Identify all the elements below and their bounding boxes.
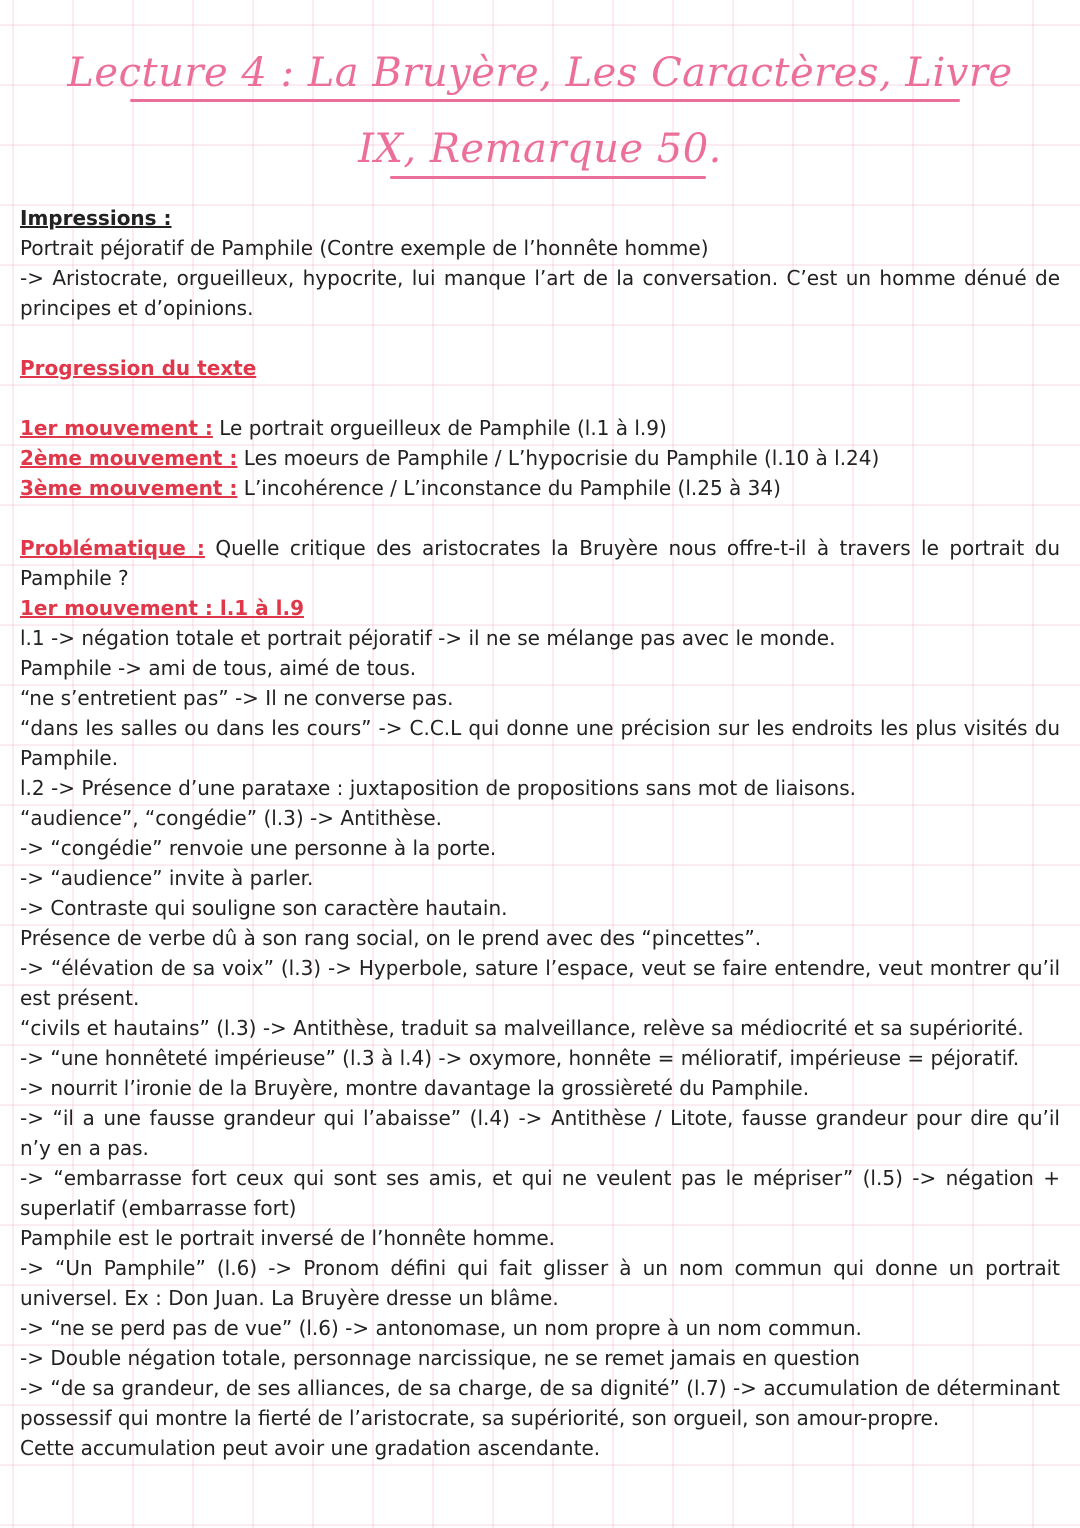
- problematique-paragraph: [20, 533, 1060, 593]
- analysis-line: l.2 -> Présence d’une parataxe : juxtaposition de propositions sans mot de liaisons.: [20, 776, 857, 800]
- page-title-line-1: Lecture 4 : La Bruyère, Les Caractères, Livre: [67, 50, 1013, 96]
- analysis-line: -> “Un Pamphile” (l.6) -> Pronom défini qui fait glisser à un nom commun qui donne un portrait universel. Ex : Don Juan. La Bruyère dresse un blâme.: [20, 1256, 1060, 1310]
- spacer: [20, 383, 1060, 413]
- notes-body: [20, 203, 1060, 1463]
- movement-text: Le portrait orgueilleux de Pamphile (l.1 à l.9): [212, 416, 667, 440]
- title-underline-1: [130, 99, 960, 102]
- impressions-line-2: -> Aristocrate, orgueilleux, hypocrite, lui manque l’art de la conversation. C’est un homme dénué de principes et d’opinions.: [20, 266, 1060, 320]
- title-underline-2: [390, 176, 706, 179]
- impressions-section: [20, 203, 1060, 323]
- problematique-text: Quelle critique des aristocrates la Bruyère nous offre-t-il à travers le portrait du Pamphile ?: [20, 536, 1060, 590]
- analysis-line: -> “audience” invite à parler.: [20, 866, 314, 890]
- analysis-line: “civils et hautains” (l.3) -> Antithèse, traduit sa malveillance, relève sa médiocrité et sa supériorité.: [20, 1016, 1024, 1040]
- analysis-line: Pamphile est le portrait inversé de l’honnête homme.: [20, 1226, 555, 1250]
- spacer: [20, 503, 1060, 533]
- analysis-line: Pamphile -> ami de tous, aimé de tous.: [20, 656, 417, 680]
- analysis-line: “dans les salles ou dans les cours” -> C.C.L qui donne une précision sur les endroits les plus visités du Pamphile.: [20, 716, 1060, 770]
- page-title-line-2: IX, Remarque 50.: [358, 126, 722, 172]
- analysis-line: Présence de verbe dû à son rang social, on le prend avec des “pincettes”.: [20, 926, 762, 950]
- movement-label: 2ème mouvement :: [20, 446, 238, 470]
- movement-label: 3ème mouvement :: [20, 476, 238, 500]
- movement-item: [20, 473, 1060, 503]
- analysis-line: “ne s’entretient pas” -> Il ne converse pas.: [20, 686, 454, 710]
- analysis-line: -> “une honnêteté impérieuse” (l.3 à l.4) -> oxymore, honnête = mélioratif, impérieuse = péjoratif.: [20, 1046, 1020, 1070]
- problematique-section: [20, 533, 1060, 593]
- analysis-heading: 1er mouvement : l.1 à l.9: [20, 596, 305, 620]
- analysis-line: -> Contraste qui souligne son caractère hautain.: [20, 896, 508, 920]
- analysis-line: “audience”, “congédie” (l.3) -> Antithèse.: [20, 806, 443, 830]
- movement-item: [20, 443, 1060, 473]
- movement-label: 1er mouvement :: [20, 416, 213, 440]
- problematique-label: Problématique :: [20, 536, 205, 560]
- impressions-heading: Impressions :: [20, 206, 172, 230]
- progression-heading: Progression du texte: [20, 356, 257, 380]
- analysis-line: -> “embarrasse fort ceux qui sont ses amis, et qui ne veulent pas le mépriser” (l.5) -> négation + superlatif (embarrasse fort): [20, 1166, 1060, 1220]
- progression-section: [20, 353, 1060, 503]
- analysis-section: [20, 593, 1060, 1463]
- analysis-line: -> nourrit l’ironie de la Bruyère, montre davantage la grossièreté du Pamphile.: [20, 1076, 810, 1100]
- analysis-line: -> “il a une fausse grandeur qui l’abaisse” (l.4) -> Antithèse / Litote, fausse grandeur pour dire qu’il n’y en a pas.: [20, 1106, 1060, 1160]
- analysis-line: -> “de sa grandeur, de ses alliances, de sa charge, de sa dignité” (l.7) -> accumulation de déterminant possessif qui montre la fierté de l’aristocrate, sa supériorité, son orgueil, son amour-propre.: [20, 1376, 1060, 1430]
- movement-item: [20, 413, 1060, 443]
- analysis-line: -> Double négation totale, personnage narcissique, ne se remet jamais en question: [20, 1346, 860, 1370]
- analysis-line: l.1 -> négation totale et portrait péjoratif -> il ne se mélange pas avec le monde.: [20, 626, 836, 650]
- analysis-line: -> “congédie” renvoie une personne à la porte.: [20, 836, 497, 860]
- analysis-line: Cette accumulation peut avoir une gradation ascendante.: [20, 1436, 601, 1460]
- spacer: [20, 323, 1060, 353]
- movement-text: Les moeurs de Pamphile / L’hypocrisie du Pamphile (l.10 à l.24): [237, 446, 880, 470]
- analysis-line: -> “élévation de sa voix” (l.3) -> Hyperbole, sature l’espace, veut se faire entendre, veut montrer qu’il est présent.: [20, 956, 1060, 1010]
- movement-text: L’incohérence / L’inconstance du Pamphile (l.25 à 34): [237, 476, 781, 500]
- impressions-line-1: Portrait péjoratif de Pamphile (Contre exemple de l’honnête homme): [20, 236, 709, 260]
- analysis-line: -> “ne se perd pas de vue” (l.6) -> antonomase, un nom propre à un nom commun.: [20, 1316, 862, 1340]
